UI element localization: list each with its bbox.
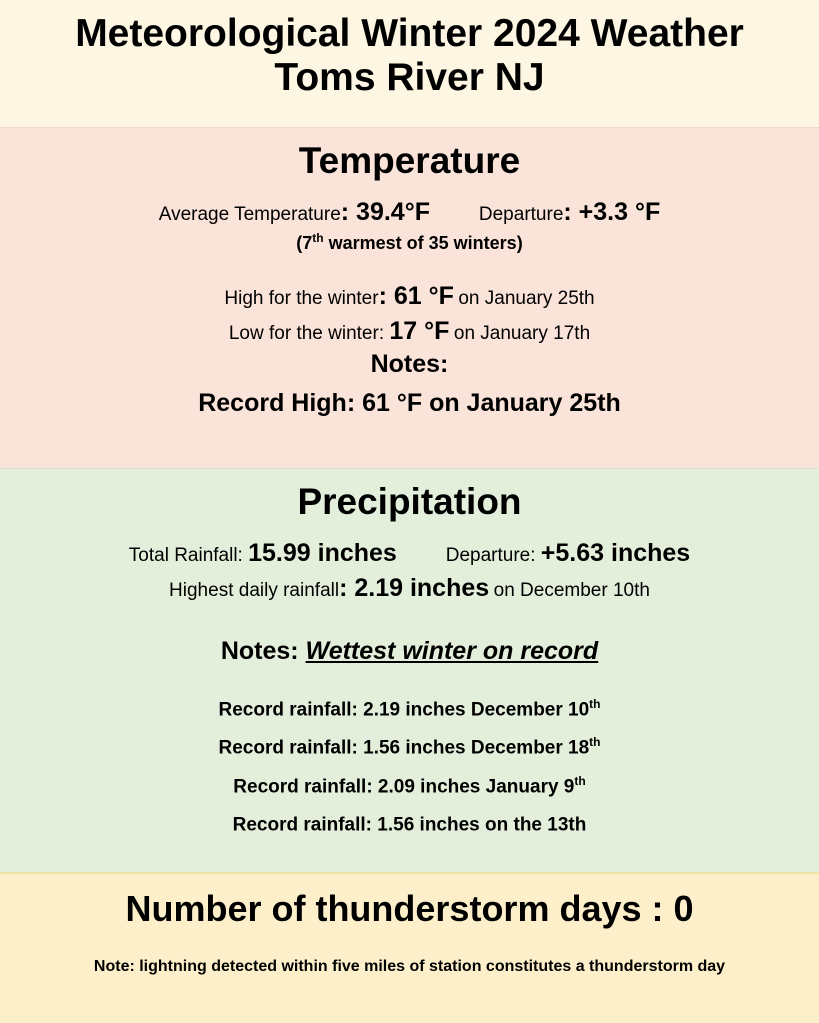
winter-high-row: High for the winter: 61 °F on January 25th	[224, 282, 595, 310]
record-rainfall-list	[0, 688, 819, 841]
temperature-section	[0, 127, 819, 468]
temperature-heading: Temperature	[298, 140, 521, 181]
highest-daily-rainfall-row: Highest daily rainfall: 2.19 inches on December 10th	[169, 574, 650, 602]
rank-superscript: th	[312, 231, 324, 245]
average-temperature-label: Average Temperature	[158, 204, 341, 225]
winter-high-value: 61 °F	[393, 282, 454, 310]
precipitation-notes-prefix: Notes:	[220, 637, 306, 665]
precipitation-notes	[0, 637, 819, 666]
highest-daily-date: on December 10th	[493, 580, 650, 601]
record-rainfall-item	[0, 726, 819, 764]
record-rainfall-item	[0, 803, 819, 841]
rank-suffix: warmest of 35 winters)	[323, 233, 523, 253]
record-rainfall-text: Record rainfall: 1.56 inches on the 13th	[232, 814, 587, 836]
record-rainfall-sup: th	[589, 697, 601, 711]
temperature-notes-label: Notes:	[370, 350, 449, 378]
total-rainfall-row	[0, 539, 819, 568]
total-rainfall-label: Total Rainfall:	[128, 545, 249, 566]
average-temperature-row: Average Temperature: 39.4°F Departure: +3.3 °F	[158, 198, 661, 226]
highest-daily-label: Highest daily rainfall	[169, 580, 340, 601]
record-rainfall-sup: th	[589, 735, 601, 750]
record-high-note: Record High: 61 °F on January 25th	[198, 389, 621, 417]
record-rainfall-text: Record rainfall: 1.56 inches December 18	[218, 737, 590, 759]
wettest-winter-note: Wettest winter on record	[305, 637, 599, 665]
temperature-departure-label: Departure	[478, 204, 564, 225]
winter-high-label: High for the winter	[224, 288, 379, 309]
winter-high-date: on January 25th	[458, 288, 595, 309]
record-rainfall-item	[0, 688, 819, 726]
precipitation-section	[0, 468, 819, 872]
record-rainfall-text: Record rainfall: 2.09 inches January 9	[233, 775, 575, 797]
record-rainfall-sup: th	[574, 773, 586, 788]
title-section	[0, 0, 819, 127]
average-temperature-value: 39.4°F	[356, 198, 430, 226]
winter-low-label: Low for the winter:	[228, 323, 390, 344]
rainfall-departure-value: +5.63 inches	[540, 539, 691, 567]
winter-low-row	[0, 317, 819, 346]
record-rainfall-item	[0, 765, 819, 803]
rank-prefix: (7	[296, 233, 313, 253]
page-title-line1: Meteorological Winter 2024 Weather	[75, 12, 744, 55]
warmest-rank	[0, 231, 819, 254]
page-title-line2: Toms River NJ	[274, 56, 545, 99]
thunderstorm-section	[0, 872, 819, 1023]
precipitation-heading: Precipitation	[297, 481, 522, 522]
thunderstorm-days-headline: Number of thunderstorm days : 0	[125, 888, 694, 929]
winter-low-date: on January 17th	[453, 323, 591, 344]
rainfall-departure-label: Departure:	[445, 545, 541, 566]
record-rainfall-text: Record rainfall: 2.19 inches December 10	[218, 699, 590, 721]
winter-low-value: 17 °F	[389, 317, 450, 345]
highest-daily-value: 2.19 inches	[354, 574, 490, 602]
thunderstorm-definition-note: Note: lightning detected within five miles of station constitutes a thunderstorm day	[93, 958, 726, 975]
total-rainfall-value: 15.99 inches	[248, 539, 397, 567]
temperature-departure-value: +3.3 °F	[578, 198, 661, 226]
